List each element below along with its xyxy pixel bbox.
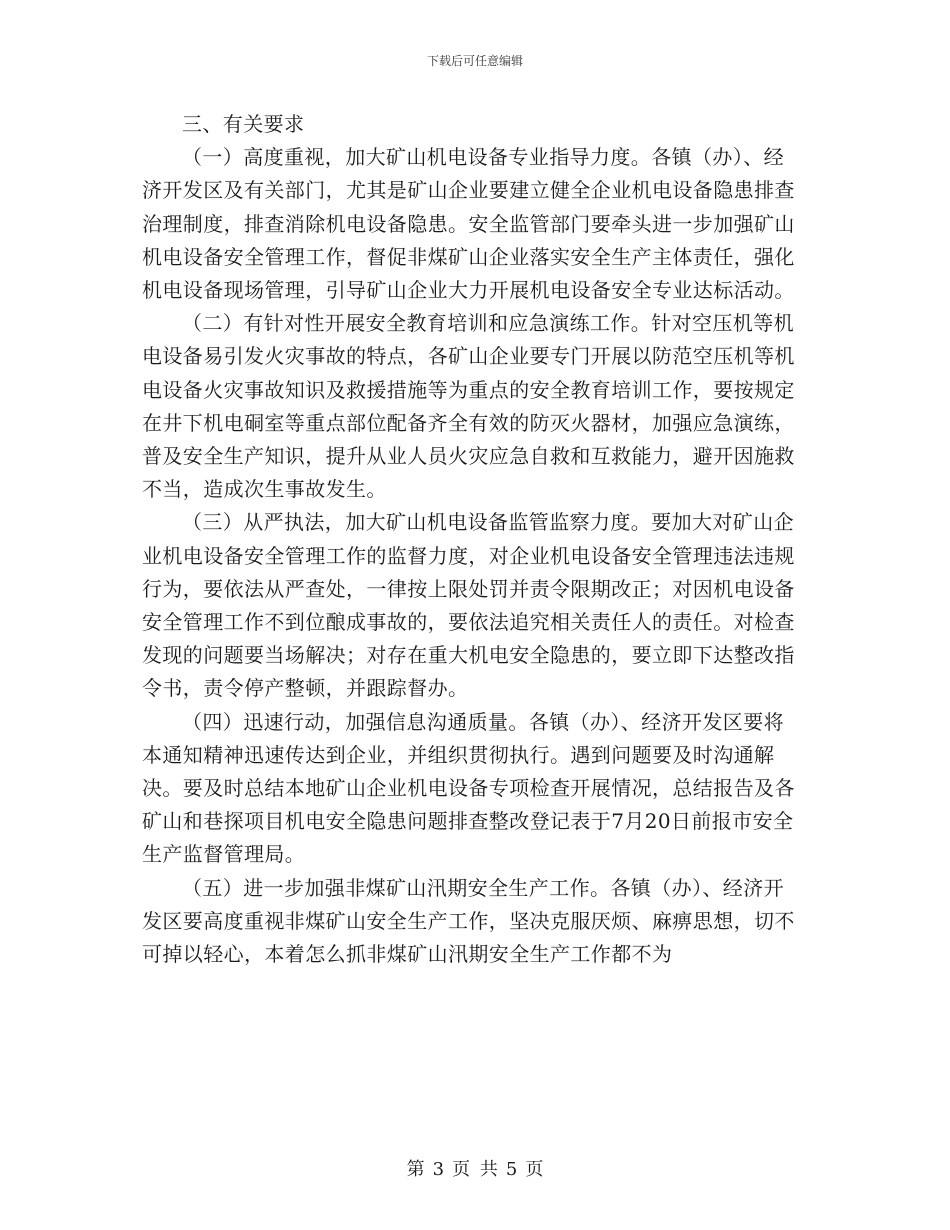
page-footer (0, 1155, 950, 1181)
footer-total-pages: 5 (505, 1159, 518, 1180)
paragraph-4: （四）迅速行动，加强信息沟通质量。各镇（办）、经济开发区要将本通知精神迅速传达到企业，并组织贯彻执行。遇到问题要及时沟通解决。要及时总结本地矿山企业机电设备专项检查开展情况，总结报告及各矿山和巷探项目机电安全隐患问题排查整改登记表于7月20日前报市安全生产监督管理局。 (142, 709, 795, 867)
footer-prefix: 第 (406, 1159, 425, 1180)
paragraph-2: （二）有针对性开展安全教育培训和应急演练工作。针对空压机等机电设备易引发火灾事故的特点，各矿山企业要专门开展以防范空压机等机电设备火灾事故知识及救援措施等为重点的安全教育培训工作，要按规定在井下机电硐室等重点部位配备齐全有效的防灭火器材，加强应急演练，普及安全生产知识，提升从业人员火灾应急自救和互救能力，避开因施救不当，造成次生事故发生。 (142, 311, 795, 502)
footer-page-number: 3 (432, 1159, 445, 1180)
section-heading: 三、有关要求 (182, 112, 305, 136)
footer-middle: 页 共 (452, 1159, 498, 1180)
paragraph-5: （五）进一步加强非煤矿山汛期安全生产工作。各镇（办）、经济开发区要高度重视非煤矿山安全生产工作，坚决克服厌烦、麻痹思想，切不可掉以轻心，本着怎么抓非煤矿山汛期安全生产工作都不为 (142, 875, 795, 967)
document-body (142, 108, 802, 971)
paragraph-1: （一）高度重视，加大矿山机电设备专业指导力度。各镇（办）、经济开发区及有关部门，尤其是矿山企业要建立健全企业机电设备隐患排查治理制度，排查消除机电设备隐患。安全监管部门要牵头进一步加强矿山机电设备安全管理工作，督促非煤矿山企业落实安全生产主体责任，强化机电设备现场管理，引导矿山企业大力开展机电设备安全专业达标活动。 (142, 145, 795, 303)
paragraph-3: （三）从严执法，加大矿山机电设备监管监察力度。要加大对矿山企业机电设备安全管理工作的监督力度，对企业机电设备安全管理违法违规行为，要依法从严查处，一律按上限处罚并责令限期改正；对因机电设备安全管理工作不到位酿成事故的，要依法追究相关责任人的责任。对检查发现的问题要当场解决；对存在重大机电安全隐患的，要立即下达整改指令书，责令停产整顿，并跟踪督办。 (142, 510, 795, 701)
footer-suffix: 页 (525, 1159, 544, 1180)
page-header-note: 下载后可任意编辑 (426, 54, 523, 68)
